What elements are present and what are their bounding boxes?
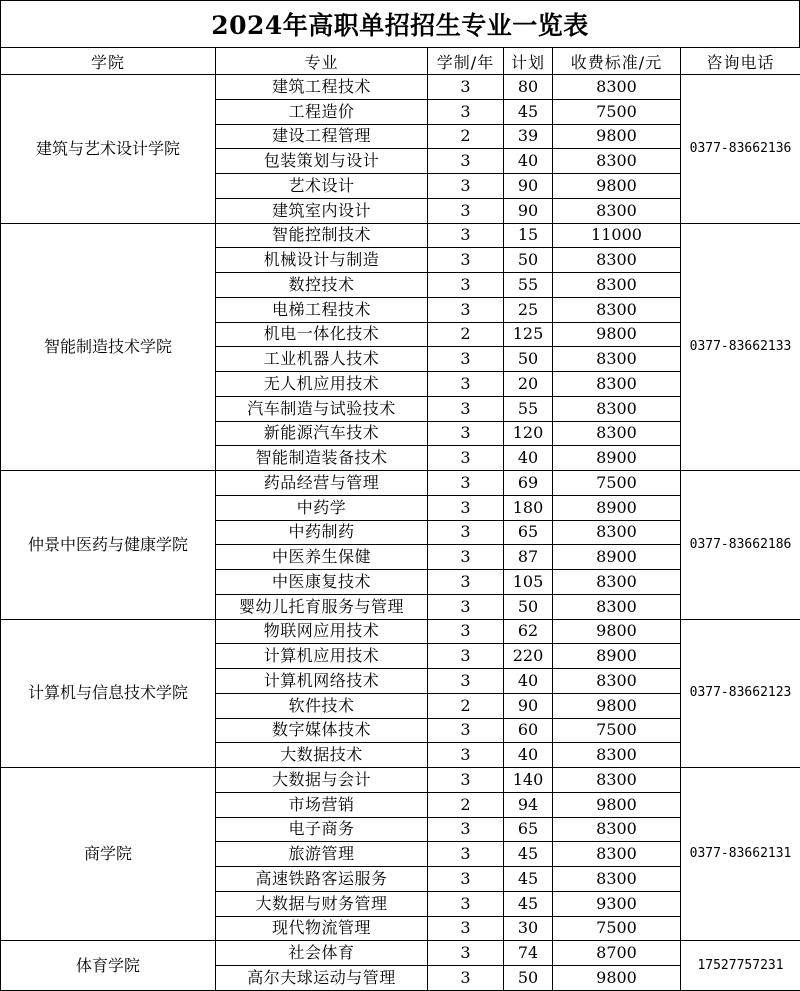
fee-cell: 8300 [553, 817, 681, 842]
years-cell: 3 [428, 570, 504, 595]
college-name-cell: 计算机与信息技术学院 [1, 619, 216, 768]
fee-cell: 8300 [553, 347, 681, 372]
major-name-cell: 智能制造装备技术 [216, 446, 428, 471]
fee-cell: 8900 [553, 644, 681, 669]
plan-cell: 40 [504, 149, 553, 174]
header-fee: 收费标准/元 [553, 48, 681, 75]
plan-cell: 45 [504, 891, 553, 916]
fee-cell: 8300 [553, 198, 681, 223]
fee-cell: 8900 [553, 495, 681, 520]
major-name-cell: 无人机应用技术 [216, 372, 428, 397]
major-name-cell: 中医康复技术 [216, 570, 428, 595]
college-name-cell: 建筑与艺术设计学院 [1, 75, 216, 224]
years-cell: 3 [428, 495, 504, 520]
years-cell: 3 [428, 372, 504, 397]
college-name-cell: 体育学院 [1, 941, 216, 991]
years-cell: 3 [428, 718, 504, 743]
plan-cell: 55 [504, 396, 553, 421]
years-cell: 3 [428, 545, 504, 570]
plan-cell: 40 [504, 446, 553, 471]
major-name-cell: 机电一体化技术 [216, 322, 428, 347]
phone-cell: 17527757231 [681, 941, 800, 991]
plan-cell: 55 [504, 273, 553, 298]
plan-cell: 69 [504, 471, 553, 496]
years-cell: 3 [428, 421, 504, 446]
plan-cell: 40 [504, 743, 553, 768]
years-cell: 2 [428, 693, 504, 718]
plan-cell: 65 [504, 520, 553, 545]
major-name-cell: 大数据与会计 [216, 768, 428, 793]
plan-cell: 94 [504, 792, 553, 817]
fee-cell: 9300 [553, 891, 681, 916]
years-cell: 3 [428, 446, 504, 471]
fee-cell: 9800 [553, 792, 681, 817]
fee-cell: 8300 [553, 842, 681, 867]
years-cell: 3 [428, 842, 504, 867]
years-cell: 3 [428, 273, 504, 298]
table-row [1, 75, 800, 100]
header-college: 学院 [1, 48, 216, 75]
major-name-cell: 建设工程管理 [216, 124, 428, 149]
major-name-cell: 计算机网络技术 [216, 669, 428, 694]
years-cell: 3 [428, 198, 504, 223]
major-name-cell: 婴幼儿托育服务与管理 [216, 594, 428, 619]
years-cell: 2 [428, 792, 504, 817]
fee-cell: 9800 [553, 174, 681, 199]
major-name-cell: 大数据与财务管理 [216, 891, 428, 916]
years-cell: 3 [428, 75, 504, 100]
plan-cell: 50 [504, 347, 553, 372]
fee-cell: 7500 [553, 471, 681, 496]
header-years: 学制/年 [428, 48, 504, 75]
plan-cell: 80 [504, 75, 553, 100]
years-cell: 3 [428, 396, 504, 421]
major-name-cell: 电子商务 [216, 817, 428, 842]
years-cell: 3 [428, 520, 504, 545]
header-row [1, 48, 800, 75]
phone-cell: 0377-83662186 [681, 471, 800, 620]
years-cell: 3 [428, 347, 504, 372]
plan-cell: 30 [504, 916, 553, 941]
major-name-cell: 市场营销 [216, 792, 428, 817]
years-cell: 3 [428, 941, 504, 966]
years-cell: 2 [428, 124, 504, 149]
years-cell: 3 [428, 297, 504, 322]
phone-cell: 0377-83662136 [681, 75, 800, 224]
major-name-cell: 新能源汽车技术 [216, 421, 428, 446]
major-name-cell: 大数据技术 [216, 743, 428, 768]
major-name-cell: 工业机器人技术 [216, 347, 428, 372]
years-cell: 3 [428, 248, 504, 273]
phone-cell: 0377-83662123 [681, 619, 800, 768]
major-name-cell: 艺术设计 [216, 174, 428, 199]
years-cell: 3 [428, 149, 504, 174]
fee-cell: 8300 [553, 743, 681, 768]
plan-cell: 90 [504, 693, 553, 718]
major-name-cell: 建筑室内设计 [216, 198, 428, 223]
plan-cell: 45 [504, 842, 553, 867]
plan-cell: 105 [504, 570, 553, 595]
years-cell: 3 [428, 174, 504, 199]
fee-cell: 8900 [553, 446, 681, 471]
plan-cell: 120 [504, 421, 553, 446]
fee-cell: 8300 [553, 149, 681, 174]
plan-cell: 20 [504, 372, 553, 397]
major-name-cell: 包装策划与设计 [216, 149, 428, 174]
major-name-cell: 中药学 [216, 495, 428, 520]
plan-cell: 50 [504, 248, 553, 273]
major-name-cell: 药品经营与管理 [216, 471, 428, 496]
years-cell: 3 [428, 223, 504, 248]
years-cell: 3 [428, 743, 504, 768]
fee-cell: 8300 [553, 396, 681, 421]
plan-cell: 60 [504, 718, 553, 743]
plan-cell: 50 [504, 594, 553, 619]
plan-cell: 50 [504, 966, 553, 991]
fee-cell: 8900 [553, 545, 681, 570]
major-name-cell: 计算机应用技术 [216, 644, 428, 669]
plan-cell: 15 [504, 223, 553, 248]
major-name-cell: 工程造价 [216, 99, 428, 124]
table-row [1, 471, 800, 496]
years-cell: 3 [428, 916, 504, 941]
fee-cell: 8300 [553, 768, 681, 793]
major-name-cell: 建筑工程技术 [216, 75, 428, 100]
plan-cell: 45 [504, 99, 553, 124]
major-name-cell: 中药制药 [216, 520, 428, 545]
major-name-cell: 数字媒体技术 [216, 718, 428, 743]
plan-cell: 90 [504, 198, 553, 223]
fee-cell: 8300 [553, 867, 681, 892]
years-cell: 3 [428, 817, 504, 842]
years-cell: 3 [428, 619, 504, 644]
plan-cell: 25 [504, 297, 553, 322]
plan-cell: 220 [504, 644, 553, 669]
fee-cell: 8300 [553, 520, 681, 545]
fee-cell: 9800 [553, 693, 681, 718]
plan-cell: 65 [504, 817, 553, 842]
fee-cell: 9800 [553, 124, 681, 149]
header-plan: 计划 [504, 48, 553, 75]
plan-cell: 140 [504, 768, 553, 793]
years-cell: 3 [428, 768, 504, 793]
header-major: 专业 [216, 48, 428, 75]
plan-cell: 40 [504, 669, 553, 694]
plan-cell: 62 [504, 619, 553, 644]
years-cell: 3 [428, 966, 504, 991]
major-name-cell: 高尔夫球运动与管理 [216, 966, 428, 991]
fee-cell: 11000 [553, 223, 681, 248]
table-row [1, 619, 800, 644]
plan-cell: 74 [504, 941, 553, 966]
page-title: 2024年高职单招招生专业一览表 [0, 0, 800, 48]
major-name-cell: 高速铁路客运服务 [216, 867, 428, 892]
major-name-cell: 智能控制技术 [216, 223, 428, 248]
plan-cell: 39 [504, 124, 553, 149]
fee-cell: 9800 [553, 619, 681, 644]
years-cell: 3 [428, 867, 504, 892]
fee-cell: 8300 [553, 372, 681, 397]
fee-cell: 9800 [553, 966, 681, 991]
college-name-cell: 仲景中医药与健康学院 [1, 471, 216, 620]
years-cell: 3 [428, 669, 504, 694]
fee-cell: 8300 [553, 594, 681, 619]
table-row [1, 941, 800, 966]
plan-cell: 87 [504, 545, 553, 570]
fee-cell: 7500 [553, 916, 681, 941]
years-cell: 3 [428, 891, 504, 916]
major-name-cell: 汽车制造与试验技术 [216, 396, 428, 421]
years-cell: 3 [428, 471, 504, 496]
major-name-cell: 数控技术 [216, 273, 428, 298]
plan-cell: 90 [504, 174, 553, 199]
table-body [1, 75, 800, 991]
major-name-cell: 电梯工程技术 [216, 297, 428, 322]
phone-cell: 0377-83662131 [681, 768, 800, 941]
plan-cell: 125 [504, 322, 553, 347]
majors-table [0, 47, 800, 991]
years-cell: 3 [428, 99, 504, 124]
table-row [1, 768, 800, 793]
major-name-cell: 中医养生保健 [216, 545, 428, 570]
plan-cell: 45 [504, 867, 553, 892]
major-name-cell: 现代物流管理 [216, 916, 428, 941]
fee-cell: 8300 [553, 75, 681, 100]
fee-cell: 8300 [553, 669, 681, 694]
years-cell: 2 [428, 322, 504, 347]
fee-cell: 8300 [553, 297, 681, 322]
years-cell: 3 [428, 594, 504, 619]
fee-cell: 8300 [553, 421, 681, 446]
fee-cell: 8300 [553, 570, 681, 595]
plan-cell: 180 [504, 495, 553, 520]
college-name-cell: 商学院 [1, 768, 216, 941]
years-cell: 3 [428, 644, 504, 669]
fee-cell: 8700 [553, 941, 681, 966]
major-name-cell: 物联网应用技术 [216, 619, 428, 644]
major-name-cell: 软件技术 [216, 693, 428, 718]
college-name-cell: 智能制造技术学院 [1, 223, 216, 471]
fee-cell: 9800 [553, 322, 681, 347]
phone-cell: 0377-83662133 [681, 223, 800, 471]
fee-cell: 8300 [553, 273, 681, 298]
fee-cell: 8300 [553, 248, 681, 273]
major-name-cell: 机械设计与制造 [216, 248, 428, 273]
major-name-cell: 旅游管理 [216, 842, 428, 867]
major-name-cell: 社会体育 [216, 941, 428, 966]
header-phone: 咨询电话 [681, 48, 800, 75]
fee-cell: 7500 [553, 99, 681, 124]
table-row [1, 223, 800, 248]
fee-cell: 7500 [553, 718, 681, 743]
